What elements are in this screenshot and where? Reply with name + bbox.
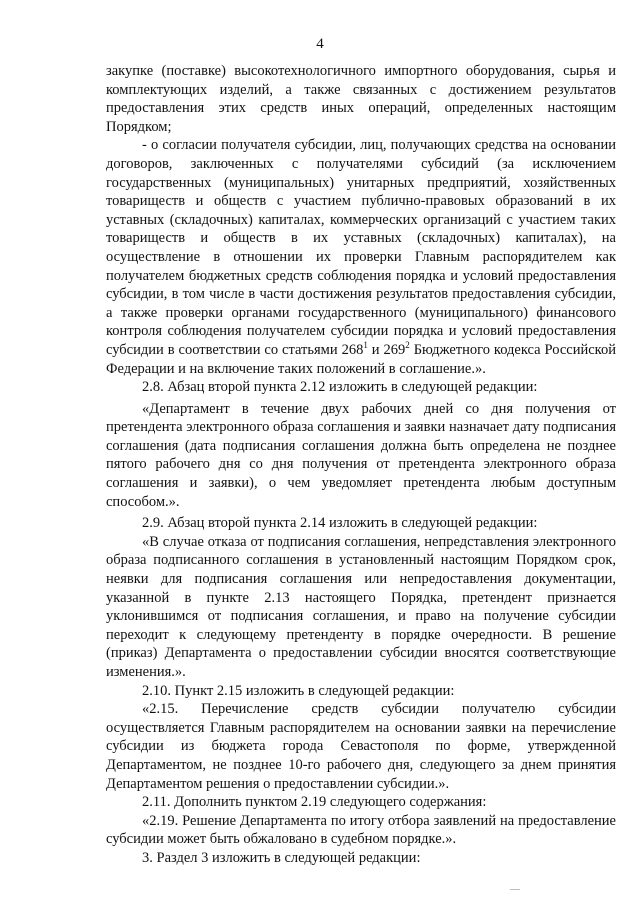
paragraph-section-3: 3. Раздел 3 изложить в следующей редакции:	[142, 849, 421, 866]
footnote-sup-2: 2	[405, 339, 410, 350]
paragraph-2-8: 2.8. Абзац второй пункта 2.12 изложить в следующей редакции:	[142, 379, 538, 396]
paragraph-2-8-quote: «Департамент в течение двух рабочих дней со дня получения от претендента электронного образа соглашения и заявки назначает дату подписания соглашения (дата подписания соглашения должна быть определена не позднее пятого рабочего дня со дня получения от претендента электронного образа соглашения и заявки), о чем уведомляет претендента любым доступным способом.».	[106, 400, 616, 510]
paragraph-2-9: 2.9. Абзац второй пункта 2.14 изложить в следующей редакции:	[142, 515, 538, 532]
paragraph-2-9-quote: «В случае отказа от подписания соглашения, непредставления электронного образа подписанного соглашения в установленный настоящим Порядком срок, неявки для подписания соглашения или непредоставления документации, указанной в пункте 2.13 настоящего Порядка, претендент признается уклонившимся от подписания соглашения, и право на получение субсидии переходит к следующему претенденту в порядке очередности. В решение (приказ) Департамента о предоставлении субсидии вносятся соответствующие изменения.».	[106, 533, 616, 680]
document-body	[106, 62, 616, 868]
paragraph-2-11: 2.11. Дополнить пунктом 2.19 следующего содержания:	[142, 794, 487, 811]
paragraph-consent-text-b: и 269	[367, 341, 406, 358]
paragraph-consent-clause	[106, 136, 616, 378]
page-number: 4	[316, 36, 324, 52]
scan-mark	[510, 885, 520, 890]
paragraph-consent-text-c: Бюджетного кодекса Российской Федерации и на включение таких положений в соглашение.».	[106, 341, 616, 377]
paragraph-consent-text: - о согласии получателя субсидии, лиц, получающих средства на основании договоров, заключенных с получателями субсидий (за исключением государственных (муниципальных) унитарных предприятий, хозяйственных товариществ и обществ с участием публично-правовых образований в их уставных (складочных) капиталах, коммерческих организаций с участием таких товариществ и обществ в их уставных (складочных) капиталах), на осуществление в отношении их проверки Главным распорядителем как получателем бюджетных средств соблюдения порядка и условий предоставления субсидии, в том числе в части достижения результатов предоставления субсидии, а также проверки органами государственного (муниципального) финансового контроля соблюдения получателем субсидии порядка и условий предоставления субсидии в соответствии со статьями 268	[106, 137, 616, 358]
paragraph-continuation: закупке (поставке) высокотехнологичного импортного оборудования, сырья и комплектующих изделий, а также связанных с достижением результатов предоставления этих средств иных операций, определенных настоящим Порядком;	[106, 63, 616, 135]
footnote-sup-1: 1	[363, 339, 368, 350]
paragraph-2-10: 2.10. Пункт 2.15 изложить в следующей редакции:	[142, 682, 455, 699]
paragraph-2-11-quote: «2.19. Решение Департамента по итогу отбора заявлений на предоставление субсидии может быть обжаловано в судебном порядке.».	[106, 812, 616, 848]
paragraph-2-10-quote: «2.15. Перечисление средств субсидии получателю субсидии осуществляется Главным распорядителем на основании заявки на перечисление субсидии из бюджета города Севастополя по форме, утвержденной Департаментом, не позднее 10-го рабочего дня, следующего за днем принятия Департаментом решения о предоставлении субсидии.».	[106, 701, 616, 792]
